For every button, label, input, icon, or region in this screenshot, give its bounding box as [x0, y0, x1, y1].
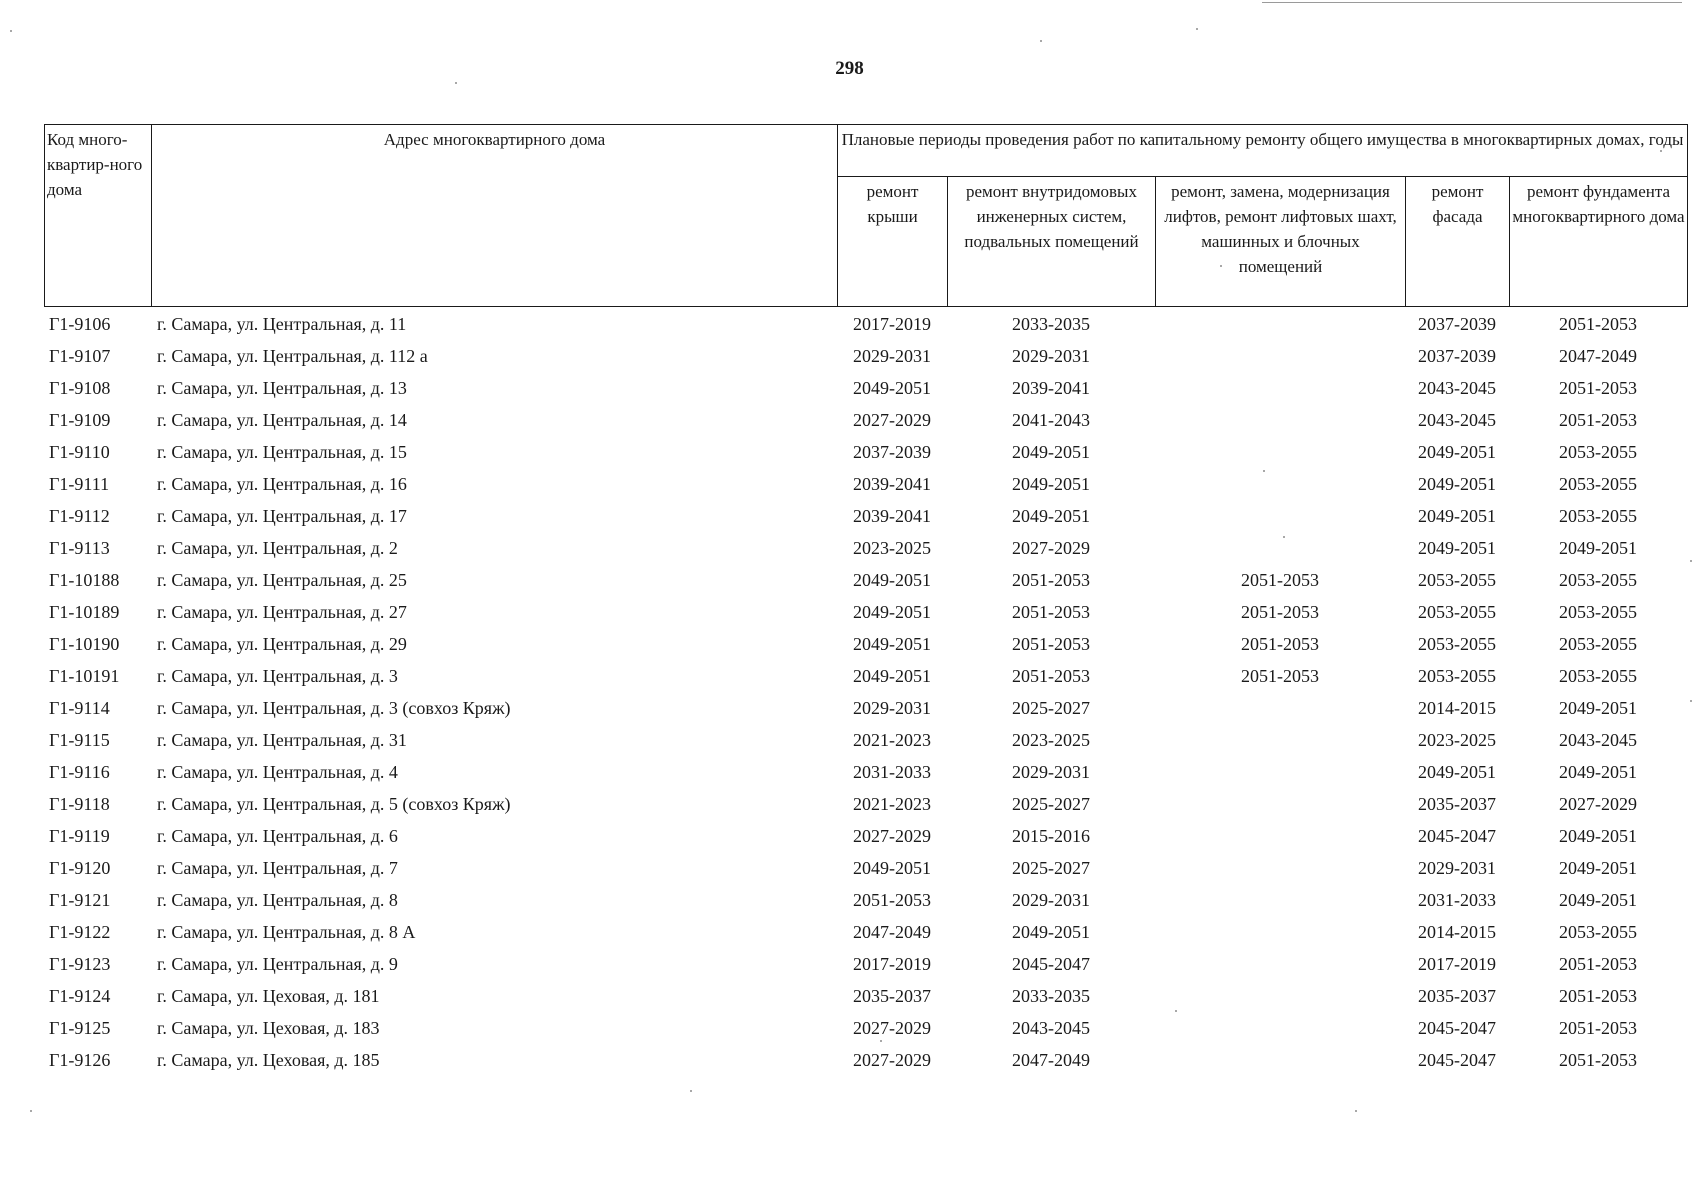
cell-code: Г1-9118: [49, 793, 110, 814]
scan-speck: [1355, 1110, 1357, 1112]
cell-code: Г1-9114: [49, 697, 110, 718]
cell-address: г. Самара, ул. Центральная, д. 6: [157, 825, 398, 846]
header-facade: ремонт фасада: [1406, 177, 1510, 307]
cell-facade: 2014-2015: [1418, 697, 1496, 718]
cell-roof: 2035-2037: [853, 985, 931, 1006]
header-systems: ремонт внутридомовых инженерных систем, подвальных помещений: [948, 177, 1156, 307]
cell-roof: 2021-2023: [853, 793, 931, 814]
cell-systems: 2047-2049: [1012, 1049, 1090, 1070]
cell-address: г. Самара, ул. Центральная, д. 15: [157, 441, 407, 462]
cell-facade: 2035-2037: [1418, 985, 1496, 1006]
cell-systems: 2025-2027: [1012, 697, 1090, 718]
table-row: [44, 948, 1687, 980]
cell-lifts: 2051-2053: [1241, 601, 1319, 622]
cell-lifts: 2051-2053: [1241, 665, 1319, 686]
table-row: [44, 308, 1687, 340]
cell-lifts: [1155, 724, 1405, 756]
cell-facade: 2045-2047: [1418, 825, 1496, 846]
cell-roof: 2027-2029: [853, 1017, 931, 1038]
cell-lifts: [1155, 884, 1405, 916]
cell-systems: 2051-2053: [1012, 633, 1090, 654]
cell-foundation: 2049-2051: [1559, 889, 1637, 910]
cell-lifts: [1155, 692, 1405, 724]
cell-address: г. Самара, ул. Центральная, д. 8: [157, 889, 398, 910]
cell-address: г. Самара, ул. Центральная, д. 112 а: [157, 345, 428, 366]
cell-address: г. Самара, ул. Центральная, д. 4: [157, 761, 398, 782]
cell-foundation: 2051-2053: [1559, 409, 1637, 430]
scan-speck: [1283, 536, 1285, 538]
cell-foundation: 2027-2029: [1559, 793, 1637, 814]
cell-foundation: 2051-2053: [1559, 377, 1637, 398]
scan-edge-line: [1262, 2, 1682, 3]
cell-code: Г1-9115: [49, 729, 110, 750]
header-foundation: ремонт фундамента многоквартирного дома: [1510, 177, 1688, 307]
cell-foundation: 2051-2053: [1559, 953, 1637, 974]
cell-code: Г1-9126: [49, 1049, 111, 1070]
cell-facade: 2049-2051: [1418, 505, 1496, 526]
cell-address: г. Самара, ул. Центральная, д. 25: [157, 569, 407, 590]
cell-systems: 2049-2051: [1012, 921, 1090, 942]
cell-code: Г1-9106: [49, 313, 111, 334]
cell-foundation: 2051-2053: [1559, 313, 1637, 334]
scan-speck: [880, 1040, 882, 1042]
cell-address: г. Самара, ул. Цеховая, д. 183: [157, 1017, 380, 1038]
cell-foundation: 2043-2045: [1559, 729, 1637, 750]
cell-code: Г1-9110: [49, 441, 110, 462]
cell-foundation: 2051-2053: [1559, 1049, 1637, 1070]
cell-lifts: [1155, 404, 1405, 436]
cell-lifts: [1155, 948, 1405, 980]
cell-foundation: 2053-2055: [1559, 921, 1637, 942]
cell-foundation: 2053-2055: [1559, 569, 1637, 590]
table-row: [44, 788, 1687, 820]
cell-lifts: [1155, 532, 1405, 564]
cell-systems: 2029-2031: [1012, 345, 1090, 366]
cell-address: г. Самара, ул. Центральная, д. 11: [157, 313, 407, 334]
cell-address: г. Самара, ул. Центральная, д. 5 (совхоз Кряж): [157, 793, 511, 814]
cell-foundation: 2049-2051: [1559, 825, 1637, 846]
scan-speck: [690, 1090, 692, 1092]
cell-facade: 2045-2047: [1418, 1017, 1496, 1038]
header-lifts: ремонт, замена, модернизация лифтов, ремонт лифтовых шахт, машинных и блочных помещений: [1156, 177, 1406, 307]
cell-systems: 2039-2041: [1012, 377, 1090, 398]
cell-address: г. Самара, ул. Центральная, д. 29: [157, 633, 407, 654]
cell-lifts: [1155, 756, 1405, 788]
cell-systems: 2051-2053: [1012, 601, 1090, 622]
cell-facade: 2053-2055: [1418, 601, 1496, 622]
cell-roof: 2047-2049: [853, 921, 931, 942]
table-row: [44, 564, 1687, 596]
cell-lifts: [1155, 820, 1405, 852]
cell-address: г. Самара, ул. Центральная, д. 3 (совхоз Кряж): [157, 697, 511, 718]
cell-foundation: 2051-2053: [1559, 985, 1637, 1006]
cell-foundation: 2053-2055: [1559, 665, 1637, 686]
cell-address: г. Самара, ул. Центральная, д. 13: [157, 377, 407, 398]
cell-roof: 2029-2031: [853, 345, 931, 366]
table-row: [44, 692, 1687, 724]
table-row: [44, 980, 1687, 1012]
cell-foundation: 2049-2051: [1559, 537, 1637, 558]
cell-facade: 2049-2051: [1418, 537, 1496, 558]
cell-lifts: [1155, 436, 1405, 468]
cell-address: г. Самара, ул. Цеховая, д. 181: [157, 985, 380, 1006]
cell-systems: 2045-2047: [1012, 953, 1090, 974]
cell-foundation: 2053-2055: [1559, 601, 1637, 622]
cell-code: Г1-10190: [49, 633, 120, 654]
cell-foundation: 2053-2055: [1559, 505, 1637, 526]
cell-code: Г1-9108: [49, 377, 111, 398]
cell-systems: 2033-2035: [1012, 985, 1090, 1006]
cell-systems: 2029-2031: [1012, 889, 1090, 910]
page-number: 298: [835, 58, 864, 79]
cell-code: Г1-9120: [49, 857, 111, 878]
cell-foundation: 2049-2051: [1559, 857, 1637, 878]
cell-facade: 2043-2045: [1418, 409, 1496, 430]
cell-code: Г1-9113: [49, 537, 110, 558]
scan-speck: [10, 30, 12, 32]
cell-roof: 2051-2053: [853, 889, 931, 910]
table-row: [44, 372, 1687, 404]
table-row: [44, 1012, 1687, 1044]
cell-lifts: [1155, 788, 1405, 820]
cell-roof: 2031-2033: [853, 761, 931, 782]
cell-code: Г1-9122: [49, 921, 111, 942]
cell-facade: 2053-2055: [1418, 665, 1496, 686]
cell-roof: 2017-2019: [853, 313, 931, 334]
table-row: [44, 436, 1687, 468]
cell-systems: 2043-2045: [1012, 1017, 1090, 1038]
cell-code: Г1-9116: [49, 761, 110, 782]
cell-systems: 2025-2027: [1012, 857, 1090, 878]
scan-speck: [1690, 560, 1692, 562]
table-row: [44, 756, 1687, 788]
cell-code: Г1-9125: [49, 1017, 111, 1038]
cell-systems: 2015-2016: [1012, 825, 1090, 846]
cell-facade: 2023-2025: [1418, 729, 1496, 750]
cell-roof: 2049-2051: [853, 601, 931, 622]
header-periods: Плановые периоды проведения работ по капитальному ремонту общего имущества в многоквартирных домах, годы: [838, 125, 1688, 177]
header-address: Адрес многоквартирного дома: [152, 125, 838, 307]
scan-speck: [1690, 700, 1692, 702]
cell-lifts: 2051-2053: [1241, 633, 1319, 654]
table-row: [44, 1044, 1687, 1076]
cell-facade: 2029-2031: [1418, 857, 1496, 878]
cell-systems: 2051-2053: [1012, 569, 1090, 590]
cell-facade: 2053-2055: [1418, 569, 1496, 590]
cell-systems: 2025-2027: [1012, 793, 1090, 814]
table-row: [44, 820, 1687, 852]
cell-roof: 2049-2051: [853, 857, 931, 878]
cell-address: г. Самара, ул. Центральная, д. 7: [157, 857, 398, 878]
cell-roof: 2049-2051: [853, 569, 931, 590]
table-row: [44, 852, 1687, 884]
cell-code: Г1-9119: [49, 825, 110, 846]
scan-speck: [30, 1110, 32, 1112]
cell-code: Г1-10188: [49, 569, 120, 590]
cell-systems: 2023-2025: [1012, 729, 1090, 750]
cell-systems: 2041-2043: [1012, 409, 1090, 430]
cell-foundation: 2053-2055: [1559, 633, 1637, 654]
cell-lifts: [1155, 980, 1405, 1012]
table-row: [44, 468, 1687, 500]
table-row: [44, 500, 1687, 532]
cell-address: г. Самара, ул. Центральная, д. 8 А: [157, 921, 416, 942]
cell-code: Г1-10191: [49, 665, 120, 686]
cell-lifts: [1155, 372, 1405, 404]
cell-lifts: [1155, 1044, 1405, 1076]
scan-speck: [1660, 150, 1662, 152]
cell-systems: 2049-2051: [1012, 505, 1090, 526]
cell-roof: 2023-2025: [853, 537, 931, 558]
cell-systems: 2029-2031: [1012, 761, 1090, 782]
cell-foundation: 2049-2051: [1559, 761, 1637, 782]
cell-facade: 2037-2039: [1418, 313, 1496, 334]
table-row: [44, 660, 1687, 692]
cell-systems: 2049-2051: [1012, 441, 1090, 462]
cell-roof: 2049-2051: [853, 665, 931, 686]
table-row: [44, 340, 1687, 372]
cell-lifts: [1155, 308, 1405, 340]
cell-lifts: [1155, 1012, 1405, 1044]
header-code: Код много-квартир-ного дома: [45, 125, 152, 307]
cell-facade: 2035-2037: [1418, 793, 1496, 814]
cell-code: Г1-9107: [49, 345, 111, 366]
scan-speck: [1196, 28, 1198, 30]
cell-systems: 2051-2053: [1012, 665, 1090, 686]
header-roof: ремонт крыши: [838, 177, 948, 307]
cell-roof: 2039-2041: [853, 505, 931, 526]
cell-systems: 2033-2035: [1012, 313, 1090, 334]
cell-address: г. Самара, ул. Цеховая, д. 185: [157, 1049, 380, 1070]
cell-facade: 2045-2047: [1418, 1049, 1496, 1070]
cell-code: Г1-9109: [49, 409, 111, 430]
cell-roof: 2017-2019: [853, 953, 931, 974]
cell-roof: 2049-2051: [853, 633, 931, 654]
cell-roof: 2039-2041: [853, 473, 931, 494]
cell-facade: 2049-2051: [1418, 441, 1496, 462]
cell-roof: 2027-2029: [853, 1049, 931, 1070]
cell-address: г. Самара, ул. Центральная, д. 27: [157, 601, 407, 622]
cell-roof: 2049-2051: [853, 377, 931, 398]
cell-lifts: [1155, 468, 1405, 500]
table-row: [44, 884, 1687, 916]
scan-speck: [1220, 265, 1222, 267]
cell-roof: 2037-2039: [853, 441, 931, 462]
cell-lifts: 2051-2053: [1241, 569, 1319, 590]
cell-address: г. Самара, ул. Центральная, д. 14: [157, 409, 407, 430]
table-row: [44, 404, 1687, 436]
table-row: [44, 532, 1687, 564]
cell-code: Г1-9121: [49, 889, 111, 910]
cell-facade: 2053-2055: [1418, 633, 1496, 654]
cell-lifts: [1155, 916, 1405, 948]
cell-address: г. Самара, ул. Центральная, д. 31: [157, 729, 407, 750]
cell-address: г. Самара, ул. Центральная, д. 16: [157, 473, 407, 494]
cell-code: Г1-9124: [49, 985, 111, 1006]
cell-address: г. Самара, ул. Центральная, д. 3: [157, 665, 398, 686]
cell-address: г. Самара, ул. Центральная, д. 2: [157, 537, 398, 558]
cell-systems: 2027-2029: [1012, 537, 1090, 558]
table-row: [44, 596, 1687, 628]
cell-roof: 2027-2029: [853, 825, 931, 846]
cell-code: Г1-10189: [49, 601, 120, 622]
scan-speck: [455, 82, 457, 84]
table-body: [44, 308, 1687, 1076]
cell-facade: 2037-2039: [1418, 345, 1496, 366]
cell-lifts: [1155, 852, 1405, 884]
cell-roof: 2029-2031: [853, 697, 931, 718]
cell-systems: 2049-2051: [1012, 473, 1090, 494]
cell-roof: 2027-2029: [853, 409, 931, 430]
cell-lifts: [1155, 500, 1405, 532]
cell-facade: 2049-2051: [1418, 473, 1496, 494]
cell-facade: 2049-2051: [1418, 761, 1496, 782]
cell-facade: 2031-2033: [1418, 889, 1496, 910]
cell-foundation: 2053-2055: [1559, 473, 1637, 494]
cell-foundation: 2049-2051: [1559, 697, 1637, 718]
cell-code: Г1-9112: [49, 505, 110, 526]
cell-facade: 2017-2019: [1418, 953, 1496, 974]
table-row: [44, 724, 1687, 756]
cell-facade: 2043-2045: [1418, 377, 1496, 398]
cell-code: Г1-9123: [49, 953, 111, 974]
cell-roof: 2021-2023: [853, 729, 931, 750]
table-row: [44, 916, 1687, 948]
cell-foundation: 2047-2049: [1559, 345, 1637, 366]
cell-code: Г1-9111: [49, 473, 110, 494]
scan-speck: [1040, 40, 1042, 42]
table-row: [44, 628, 1687, 660]
cell-address: г. Самара, ул. Центральная, д. 17: [157, 505, 407, 526]
scan-speck: [1175, 1010, 1177, 1012]
table-header: [44, 124, 1688, 307]
cell-address: г. Самара, ул. Центральная, д. 9: [157, 953, 398, 974]
cell-foundation: 2051-2053: [1559, 1017, 1637, 1038]
cell-foundation: 2053-2055: [1559, 441, 1637, 462]
cell-facade: 2014-2015: [1418, 921, 1496, 942]
cell-lifts: [1155, 340, 1405, 372]
scan-speck: [1263, 470, 1265, 472]
